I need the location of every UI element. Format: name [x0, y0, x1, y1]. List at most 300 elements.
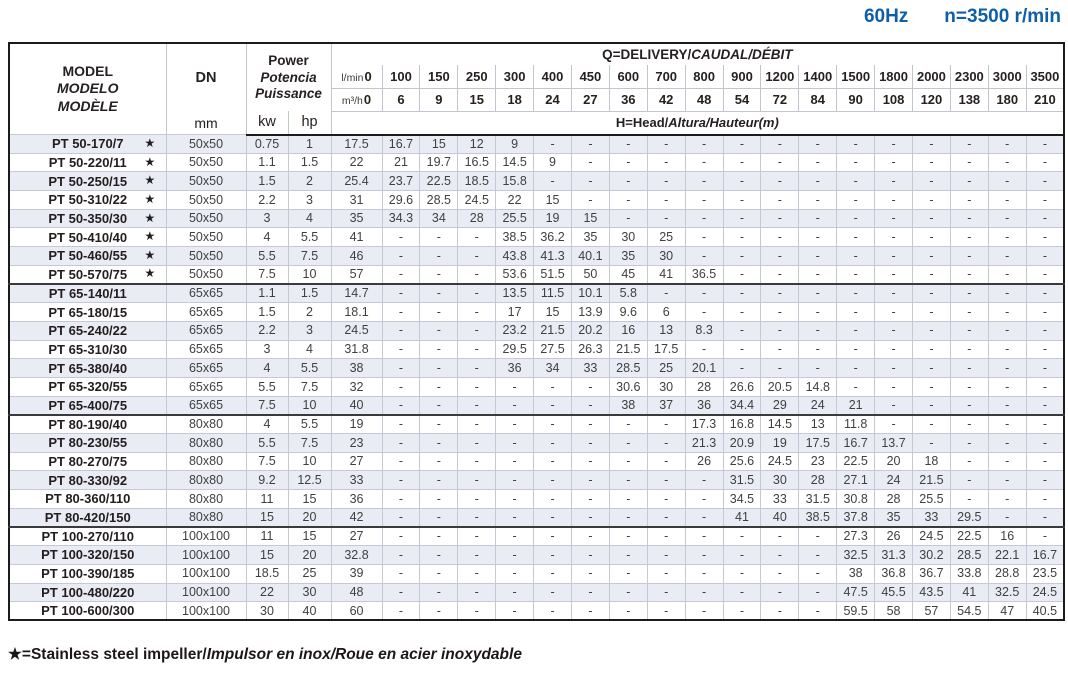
head-value-cell: 47 [988, 602, 1026, 621]
head-value-cell: 36 [496, 359, 534, 378]
head-value-cell: - [988, 284, 1026, 303]
kw-cell: 7.5 [246, 396, 288, 415]
head-value-cell: - [571, 471, 609, 490]
table-row [9, 303, 1064, 322]
kw-cell: 2.2 [246, 321, 288, 340]
dn-cell: 100x100 [166, 546, 246, 565]
head-value-cell: - [420, 396, 458, 415]
frequency-label: 60Hz [863, 6, 909, 27]
head-value-cell: - [912, 247, 950, 266]
head-value-cell: - [647, 172, 685, 191]
head-value-cell: - [420, 359, 458, 378]
head-value-cell: - [950, 490, 988, 509]
title-bar [864, 6, 1061, 28]
stainless-star-icon: ★ [145, 230, 155, 243]
hp-cell: 1.5 [288, 284, 331, 303]
head-value-cell: - [950, 265, 988, 284]
hp-cell: 7.5 [288, 377, 331, 396]
head-value-cell: 21.3 [685, 434, 723, 453]
head-value-cell: - [723, 602, 761, 621]
head-value-cell: 11.8 [837, 415, 875, 434]
head-value-cell: - [458, 546, 496, 565]
head-value-cell: - [761, 303, 799, 322]
head-value-cell: - [875, 396, 913, 415]
head-value-cell: - [571, 508, 609, 527]
hp-cell: 20 [288, 508, 331, 527]
head-value-cell: 33 [571, 359, 609, 378]
lmin-value-cell: 1400 [799, 65, 837, 88]
head-value-cell: - [988, 508, 1026, 527]
head-value-cell: 6 [647, 303, 685, 322]
kw-cell: 30 [246, 602, 288, 621]
head-value-cell: - [723, 209, 761, 228]
head-value-cell: 13 [799, 415, 837, 434]
hp-cell: 12.5 [288, 471, 331, 490]
head-value-cell: 22 [496, 191, 534, 210]
head-value-cell: 5.8 [609, 284, 647, 303]
head-value-cell: - [950, 452, 988, 471]
head-value-cell: - [875, 377, 913, 396]
stainless-star-icon: ★ [145, 249, 155, 262]
head-value-cell: 27.5 [534, 340, 572, 359]
table-row [9, 153, 1064, 172]
hp-cell: 5.5 [288, 359, 331, 378]
head-value-cell: - [571, 490, 609, 509]
table-row [9, 546, 1064, 565]
head-value-cell: - [1026, 191, 1064, 210]
head-value-cell: - [647, 191, 685, 210]
lmin-zero-value: 0 [364, 68, 372, 84]
kw-cell: 7.5 [246, 452, 288, 471]
kw-cell: 5.5 [246, 247, 288, 266]
head-value-cell: 25 [647, 228, 685, 247]
head-value-cell: 16 [609, 321, 647, 340]
hp-cell: 7.5 [288, 434, 331, 453]
head-value-cell: - [534, 135, 572, 154]
dn-cell: 80x80 [166, 415, 246, 434]
head-value-cell: - [875, 415, 913, 434]
head-value-cell: - [988, 359, 1026, 378]
head-value-cell: - [571, 564, 609, 583]
head-value-cell: - [988, 490, 1026, 509]
head-value-cell: - [647, 135, 685, 154]
head-value-cell: 40.1 [571, 247, 609, 266]
head-value-cell: - [799, 602, 837, 621]
head-value-cell: 24.5 [912, 527, 950, 546]
head-value-cell: - [609, 191, 647, 210]
head-value-cell: 41.3 [534, 247, 572, 266]
head-value-cell: - [534, 546, 572, 565]
head-value-cell: 41 [950, 583, 988, 602]
head-value-cell: - [1026, 377, 1064, 396]
head-value-cell: 21 [837, 396, 875, 415]
m3h-label-cell [331, 88, 382, 111]
hp-cell: 20 [288, 546, 331, 565]
head-value-cell: - [988, 247, 1026, 266]
head-value-cell: 38 [837, 564, 875, 583]
head-value-cell: - [912, 434, 950, 453]
head-value-cell: 14.7 [331, 284, 382, 303]
head-value-cell: - [647, 602, 685, 621]
head-value-cell: - [382, 340, 420, 359]
table-row [9, 583, 1064, 602]
head-value-cell: - [458, 583, 496, 602]
head-value-cell: - [723, 527, 761, 546]
head-value-cell: - [647, 434, 685, 453]
kw-cell: 15 [246, 508, 288, 527]
footnote-plain: ★=Stainless steel impeller/ [8, 646, 207, 663]
speed-label: n=3500 r/min [944, 6, 1061, 27]
lmin-value-cell: 900 [723, 65, 761, 88]
head-value-cell: 16.7 [1026, 546, 1064, 565]
head-value-cell: 20 [875, 452, 913, 471]
head-value-cell: 36 [685, 396, 723, 415]
head-value-cell: 13.5 [496, 284, 534, 303]
kw-cell: 15 [246, 546, 288, 565]
head-value-cell: 17.5 [799, 434, 837, 453]
head-value-cell: - [723, 564, 761, 583]
head-value-cell: - [1026, 452, 1064, 471]
table-row [9, 471, 1064, 490]
head-value-cell: 21.5 [609, 340, 647, 359]
lmin-value-cell: 800 [685, 65, 723, 88]
stainless-star-icon: ★ [145, 137, 155, 150]
head-value-cell: 29.6 [382, 191, 420, 210]
head-value-cell: - [1026, 135, 1064, 154]
model-cell: PT 65-180/15 [9, 303, 166, 322]
head-value-cell: - [571, 583, 609, 602]
head-value-cell: - [799, 564, 837, 583]
head-value-cell: - [912, 396, 950, 415]
head-value-cell: 24.5 [458, 191, 496, 210]
model-cell: PT 100-320/150 [9, 546, 166, 565]
dn-cell: 80x80 [166, 508, 246, 527]
head-value-cell: 15 [534, 191, 572, 210]
head-value-cell: 41 [723, 508, 761, 527]
head-value-cell: - [382, 321, 420, 340]
power-header-en: Power [268, 53, 309, 69]
head-value-cell: - [761, 247, 799, 266]
hp-cell: 5.5 [288, 228, 331, 247]
stainless-star-icon: ★ [145, 267, 155, 280]
lmin-value-cell: 1500 [837, 65, 875, 88]
dn-cell: 50x50 [166, 209, 246, 228]
head-value-cell: - [875, 321, 913, 340]
head-value-cell: - [571, 452, 609, 471]
head-value-cell: 34.3 [382, 209, 420, 228]
head-value-cell: - [1026, 172, 1064, 191]
head-value-cell: 30.2 [912, 546, 950, 565]
head-value-cell: - [723, 284, 761, 303]
head-value-cell: - [912, 415, 950, 434]
head-value-cell: - [875, 153, 913, 172]
head-value-cell: - [382, 434, 420, 453]
m3h-value-cell: 180 [988, 88, 1026, 111]
table-row [9, 172, 1064, 191]
table-row [9, 209, 1064, 228]
m3h-value-cell: 15 [458, 88, 496, 111]
model-cell: PT 80-230/55 [9, 434, 166, 453]
head-value-cell: 22 [331, 153, 382, 172]
head-value-cell: - [420, 583, 458, 602]
head-value-cell: 41 [647, 265, 685, 284]
head-value-cell: - [950, 359, 988, 378]
stainless-star-icon: ★ [145, 212, 155, 225]
head-value-cell: 24.5 [761, 452, 799, 471]
head-value-cell: - [912, 265, 950, 284]
head-value-cell: - [761, 284, 799, 303]
table-row [9, 564, 1064, 583]
head-value-cell: 33 [761, 490, 799, 509]
head-value-cell: - [382, 508, 420, 527]
m3h-value-cell: 72 [761, 88, 799, 111]
head-value-cell: 9 [534, 153, 572, 172]
head-value-cell: - [382, 583, 420, 602]
head-value-cell: 19 [761, 434, 799, 453]
m3h-zero-value: 0 [363, 92, 372, 108]
head-value-cell: - [950, 172, 988, 191]
head-value-cell: 28.5 [609, 359, 647, 378]
m3h-value-cell: 90 [837, 88, 875, 111]
head-value-cell: - [420, 434, 458, 453]
model-cell: PT 80-270/75 [9, 452, 166, 471]
head-value-cell: - [458, 377, 496, 396]
dn-cell: 100x100 [166, 602, 246, 621]
head-value-cell: - [723, 583, 761, 602]
head-value-cell: - [988, 209, 1026, 228]
head-value-cell: - [950, 228, 988, 247]
head-value-cell: - [420, 228, 458, 247]
lmin-value-cell: 250 [458, 65, 496, 88]
head-value-cell: - [837, 359, 875, 378]
dn-cell: 65x65 [166, 303, 246, 322]
head-value-cell: - [571, 172, 609, 191]
head-value-cell: - [685, 172, 723, 191]
head-value-cell: - [1026, 471, 1064, 490]
head-value-cell: - [609, 508, 647, 527]
head-value-cell: - [496, 490, 534, 509]
table-row [9, 321, 1064, 340]
power-header [246, 43, 331, 111]
head-value-cell: - [950, 284, 988, 303]
head-value-cell: 36.8 [875, 564, 913, 583]
head-value-cell: - [799, 153, 837, 172]
head-value-cell: - [988, 471, 1026, 490]
dn-cell: 80x80 [166, 434, 246, 453]
h-title-plain: H=Head/ [615, 115, 669, 131]
head-value-cell: - [799, 135, 837, 154]
hp-header: hp [288, 111, 331, 134]
head-value-cell: 27.3 [837, 527, 875, 546]
head-value-cell: - [534, 527, 572, 546]
head-value-cell: - [609, 527, 647, 546]
head-value-cell: - [799, 359, 837, 378]
stainless-star-icon: ★ [145, 193, 155, 206]
head-value-cell: 41 [331, 228, 382, 247]
head-value-cell: - [571, 527, 609, 546]
table-row [9, 228, 1064, 247]
head-value-cell: - [420, 265, 458, 284]
model-cell: PT 65-140/11 [9, 284, 166, 303]
table-row [9, 490, 1064, 509]
head-value-cell: 23.2 [496, 321, 534, 340]
head-value-cell: - [799, 583, 837, 602]
head-value-cell: 43.8 [496, 247, 534, 266]
head-value-cell: - [647, 415, 685, 434]
head-value-cell: - [382, 247, 420, 266]
head-value-cell: - [382, 284, 420, 303]
kw-cell: 3 [246, 340, 288, 359]
head-value-cell: - [723, 546, 761, 565]
head-value-cell: 16.5 [458, 153, 496, 172]
head-value-cell: - [950, 471, 988, 490]
head-value-cell: - [496, 602, 534, 621]
kw-cell: 1.5 [246, 172, 288, 191]
head-value-cell: 14.5 [761, 415, 799, 434]
table-row [9, 602, 1064, 621]
head-value-cell: - [1026, 265, 1064, 284]
head-value-cell: - [723, 172, 761, 191]
lmin-value-cell: 450 [571, 65, 609, 88]
head-value-cell: - [875, 359, 913, 378]
dn-cell: 80x80 [166, 490, 246, 509]
head-value-cell: 33 [331, 471, 382, 490]
head-value-cell: - [837, 172, 875, 191]
head-value-cell: 32.8 [331, 546, 382, 565]
footnote [8, 645, 522, 664]
head-value-cell: - [912, 340, 950, 359]
head-value-cell: - [496, 415, 534, 434]
head-value-cell: - [723, 228, 761, 247]
head-value-cell: - [685, 153, 723, 172]
head-value-cell: 22.5 [837, 452, 875, 471]
lmin-value-cell: 3500 [1026, 65, 1064, 88]
model-cell: PT 100-600/300 [9, 602, 166, 621]
head-value-cell: - [875, 284, 913, 303]
head-value-cell: 15 [571, 209, 609, 228]
head-value-cell: 22.5 [420, 172, 458, 191]
head-value-cell: - [875, 209, 913, 228]
head-value-cell: - [1026, 284, 1064, 303]
head-value-cell: 36.2 [534, 228, 572, 247]
head-value-cell: - [609, 153, 647, 172]
head-value-cell: - [534, 564, 572, 583]
hp-cell: 4 [288, 340, 331, 359]
dn-cell: 50x50 [166, 247, 246, 266]
head-value-cell: - [761, 228, 799, 247]
m3h-value-cell: 84 [799, 88, 837, 111]
head-value-cell: 25.5 [912, 490, 950, 509]
head-value-cell: - [609, 415, 647, 434]
head-value-cell: 38.5 [496, 228, 534, 247]
head-value-cell: - [496, 434, 534, 453]
head-value-cell: - [761, 602, 799, 621]
head-value-cell: - [571, 377, 609, 396]
lmin-value-cell: 100 [382, 65, 420, 88]
head-value-cell: - [799, 303, 837, 322]
head-value-cell: - [609, 452, 647, 471]
q-title-italic: CAUDAL/DÉBIT [691, 47, 793, 63]
head-value-cell: 37 [647, 396, 685, 415]
dn-cell: 100x100 [166, 583, 246, 602]
head-value-cell: - [420, 564, 458, 583]
head-value-cell: 15 [420, 135, 458, 154]
head-value-cell: - [647, 452, 685, 471]
table-row [9, 284, 1064, 303]
head-value-cell: - [950, 377, 988, 396]
head-value-cell: 24 [875, 471, 913, 490]
head-value-cell: - [571, 602, 609, 621]
head-value-cell: 14.8 [799, 377, 837, 396]
head-value-cell: - [571, 153, 609, 172]
m3h-value-cell: 36 [609, 88, 647, 111]
dn-cell: 65x65 [166, 359, 246, 378]
head-value-cell: - [761, 153, 799, 172]
head-value-cell: 33.8 [950, 564, 988, 583]
kw-cell: 11 [246, 527, 288, 546]
m3h-value-cell: 27 [571, 88, 609, 111]
head-value-cell: - [950, 191, 988, 210]
head-value-cell: 12 [458, 135, 496, 154]
head-value-cell: - [988, 303, 1026, 322]
model-cell: PT 50-410/40 ★ [9, 228, 166, 247]
head-value-cell: - [458, 471, 496, 490]
head-value-cell: - [799, 284, 837, 303]
head-value-cell: - [1026, 359, 1064, 378]
head-value-cell: 9.6 [609, 303, 647, 322]
model-header-en: MODEL [62, 63, 114, 80]
head-value-cell: 59.5 [837, 602, 875, 621]
hp-cell: 2 [288, 303, 331, 322]
head-value-cell: - [988, 396, 1026, 415]
head-value-cell: - [458, 340, 496, 359]
model-header [9, 43, 166, 135]
head-value-cell: - [950, 321, 988, 340]
head-value-cell: - [761, 340, 799, 359]
head-value-cell: - [723, 321, 761, 340]
head-value-cell: - [647, 284, 685, 303]
head-value-cell: - [1026, 321, 1064, 340]
head-value-cell: - [534, 490, 572, 509]
head-value-cell: 28 [799, 471, 837, 490]
model-cell: PT 80-330/92 [9, 471, 166, 490]
head-value-cell: - [988, 153, 1026, 172]
model-header-fr: MODÈLE [57, 97, 118, 114]
head-value-cell: - [837, 247, 875, 266]
head-value-cell: - [685, 135, 723, 154]
head-value-cell: - [837, 321, 875, 340]
head-value-cell: - [571, 191, 609, 210]
model-cell: PT 80-190/40 [9, 415, 166, 434]
head-value-cell: - [761, 172, 799, 191]
head-value-cell: 19 [331, 415, 382, 434]
head-value-cell: - [912, 321, 950, 340]
head-value-cell: - [685, 490, 723, 509]
head-value-cell: - [837, 209, 875, 228]
head-value-cell: - [534, 377, 572, 396]
head-value-cell: - [647, 508, 685, 527]
head-value-cell: 20.9 [723, 434, 761, 453]
head-value-cell: - [420, 527, 458, 546]
kw-cell: 0.75 [246, 135, 288, 154]
m3h-value-cell: 48 [685, 88, 723, 111]
kw-cell: 4 [246, 415, 288, 434]
table-row [9, 191, 1064, 210]
head-value-cell: 13.9 [571, 303, 609, 322]
head-value-cell: 30.8 [837, 490, 875, 509]
head-value-cell: - [988, 415, 1026, 434]
head-value-cell: 36.5 [685, 265, 723, 284]
